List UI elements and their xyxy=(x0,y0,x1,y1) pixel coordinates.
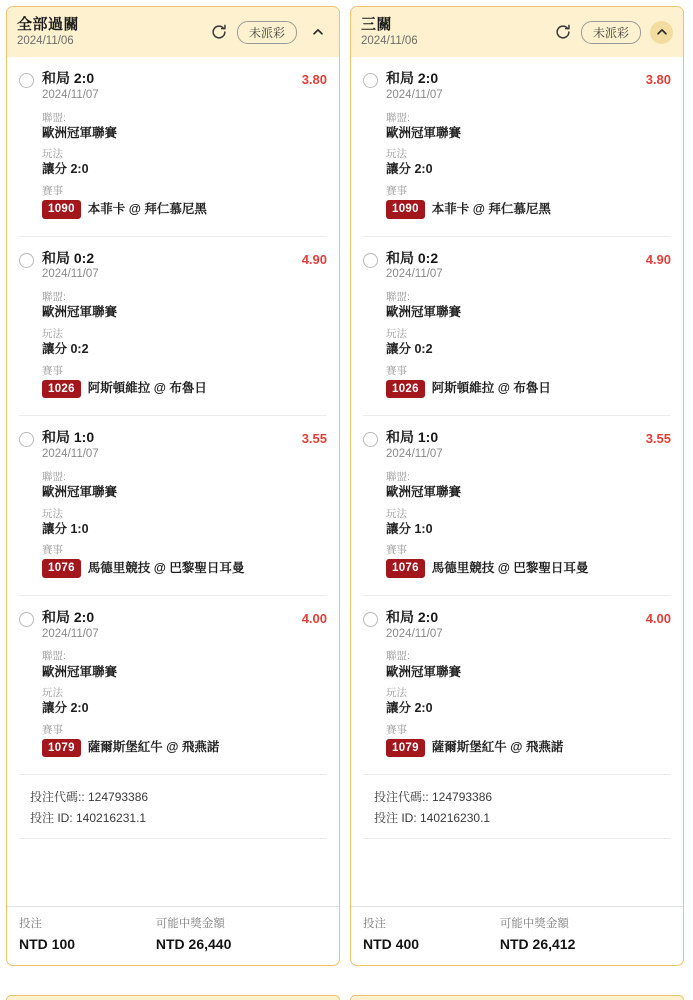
match-row xyxy=(42,544,327,578)
play-value: 讓分 2:0 xyxy=(42,162,89,177)
match-name: 阿斯頓維拉 @ 布魯日 xyxy=(431,381,551,396)
ticket-header-text xyxy=(361,16,418,48)
leg-main xyxy=(386,609,638,642)
league-row xyxy=(386,112,671,142)
match-line xyxy=(42,559,327,577)
play-row xyxy=(42,687,327,717)
play-label: 玩法 xyxy=(42,687,63,700)
play-row xyxy=(42,148,327,178)
leg-details xyxy=(386,650,671,757)
match-line xyxy=(386,739,671,757)
ticket-codes xyxy=(19,775,327,839)
league-value: 歐洲冠軍聯賽 xyxy=(386,664,462,679)
league-value: 歐洲冠軍聯賽 xyxy=(42,125,118,140)
leg-summary xyxy=(363,70,671,103)
play-label: 玩法 xyxy=(42,148,63,161)
match-line xyxy=(386,559,671,577)
ticket-header[interactable] xyxy=(7,7,339,57)
leg-details xyxy=(42,471,327,578)
match-label: 賽事 xyxy=(42,364,63,377)
bet-code: 投注代碼:: 124793386 xyxy=(374,790,493,805)
play-row xyxy=(386,328,671,358)
match-code-badge: 1076 xyxy=(386,559,425,577)
league-value: 歐洲冠軍聯賽 xyxy=(386,125,462,140)
match-row xyxy=(42,365,327,399)
leg-pick: 和局 2:0 xyxy=(386,70,439,86)
leg-summary xyxy=(363,609,671,642)
league-row xyxy=(42,650,327,680)
next-ticket-edge[interactable] xyxy=(6,995,340,1000)
match-line xyxy=(386,380,671,398)
match-row xyxy=(386,544,671,578)
match-row xyxy=(42,724,327,758)
refresh-icon[interactable] xyxy=(554,23,572,41)
match-code-badge: 1090 xyxy=(42,200,81,218)
bet-leg[interactable] xyxy=(363,57,671,237)
leg-odds: 3.55 xyxy=(301,431,327,447)
bet-leg[interactable] xyxy=(19,57,327,237)
payout-value: NTD 26,440 xyxy=(155,935,232,952)
ticket-header-actions xyxy=(554,21,673,44)
leg-pick: 和局 1:0 xyxy=(386,429,439,446)
match-row xyxy=(386,365,671,399)
leg-main xyxy=(386,429,638,462)
play-label: 玩法 xyxy=(386,507,407,520)
leg-odds: 3.55 xyxy=(645,431,671,447)
payout-label: 可能中獎金額 xyxy=(499,917,569,930)
ticket-title: 三關 xyxy=(361,15,393,33)
leg-select-radio[interactable] xyxy=(19,253,34,268)
leg-pick: 和局 2:0 xyxy=(42,608,95,625)
collapse-toggle-icon[interactable] xyxy=(306,21,329,44)
leg-main xyxy=(42,609,294,642)
payout-block xyxy=(500,917,671,953)
play-row xyxy=(42,508,327,538)
match-line xyxy=(42,739,327,757)
leg-odds: 4.00 xyxy=(301,610,327,626)
leg-select-radio[interactable] xyxy=(19,612,34,627)
match-name: 薩爾斯堡紅牛 @ 飛燕諾 xyxy=(87,740,220,755)
play-label: 玩法 xyxy=(386,148,407,161)
league-label: 聯盟: xyxy=(42,291,66,304)
stake-value: NTD 100 xyxy=(19,935,76,952)
leg-main xyxy=(386,250,638,283)
leg-details xyxy=(42,112,327,219)
ticket-header-actions xyxy=(210,21,329,44)
play-row xyxy=(42,328,327,358)
leg-odds: 4.00 xyxy=(645,610,671,626)
bet-leg[interactable] xyxy=(19,596,327,776)
bet-leg[interactable] xyxy=(363,237,671,417)
refresh-icon[interactable] xyxy=(210,23,228,41)
play-row xyxy=(386,687,671,717)
ticket-date: 2024/11/06 xyxy=(17,35,74,48)
match-code-badge: 1076 xyxy=(42,559,81,577)
payout-block xyxy=(156,917,327,953)
match-row xyxy=(386,185,671,219)
ticket-header-text xyxy=(17,16,79,48)
match-code-badge: 1026 xyxy=(42,380,81,398)
league-row xyxy=(386,471,671,501)
leg-odds: 4.90 xyxy=(645,251,671,267)
match-name: 馬德里競技 @ 巴黎聖日耳曼 xyxy=(87,560,245,575)
collapse-toggle-icon[interactable] xyxy=(650,21,673,44)
match-label: 賽事 xyxy=(386,185,407,198)
bet-leg[interactable] xyxy=(19,416,327,596)
payout-value: NTD 26,412 xyxy=(499,935,576,952)
league-value: 歐洲冠軍聯賽 xyxy=(42,484,118,499)
bet-id: 投注 ID: 140216231.1 xyxy=(30,810,147,825)
leg-pick: 和局 2:0 xyxy=(42,70,95,86)
ticket-legs xyxy=(7,57,339,906)
ticket-codes xyxy=(363,775,671,839)
match-name: 本菲卡 @ 拜仁慕尼黑 xyxy=(87,201,207,216)
league-value: 歐洲冠軍聯賽 xyxy=(386,484,462,499)
match-name: 本菲卡 @ 拜仁慕尼黑 xyxy=(431,201,551,216)
match-label: 賽事 xyxy=(386,364,407,377)
stake-block xyxy=(19,917,156,953)
league-label: 聯盟: xyxy=(42,470,66,483)
match-label: 賽事 xyxy=(386,544,407,557)
league-label: 聯盟: xyxy=(386,111,410,124)
match-code-badge: 1079 xyxy=(386,739,425,757)
leg-select-radio[interactable] xyxy=(363,612,378,627)
bet-leg[interactable] xyxy=(363,596,671,776)
league-row xyxy=(42,112,327,142)
leg-select-radio[interactable] xyxy=(19,432,34,447)
match-line xyxy=(42,200,327,218)
bet-ticket[interactable] xyxy=(6,6,340,966)
leg-odds: 4.90 xyxy=(301,251,327,267)
leg-date: 2024/11/07 xyxy=(386,268,443,281)
leg-select-radio[interactable] xyxy=(19,73,34,88)
leg-select-radio[interactable] xyxy=(363,253,378,268)
leg-summary xyxy=(363,250,671,283)
ticket-date: 2024/11/06 xyxy=(361,35,418,48)
leg-pick: 和局 1:0 xyxy=(42,429,95,446)
match-label: 賽事 xyxy=(42,544,63,557)
ticket-title: 全部過關 xyxy=(17,15,80,33)
play-value: 讓分 0:2 xyxy=(386,342,433,357)
leg-main xyxy=(42,70,294,103)
stake-block xyxy=(363,917,500,953)
ticket-legs xyxy=(351,57,683,906)
leg-summary xyxy=(19,250,327,283)
league-value: 歐洲冠軍聯賽 xyxy=(386,305,462,320)
play-value: 讓分 2:0 xyxy=(42,701,89,716)
match-name: 阿斯頓維拉 @ 布魯日 xyxy=(87,381,207,396)
match-name: 馬德里競技 @ 巴黎聖日耳曼 xyxy=(431,560,589,575)
play-value: 讓分 0:2 xyxy=(42,342,89,357)
league-row xyxy=(42,291,327,321)
ticket-footer xyxy=(7,906,339,965)
leg-date: 2024/11/07 xyxy=(42,447,99,460)
bet-code: 投注代碼:: 124793386 xyxy=(30,790,149,805)
bet-id: 投注 ID: 140216230.1 xyxy=(374,810,491,825)
match-row xyxy=(42,185,327,219)
match-label: 賽事 xyxy=(42,723,63,736)
league-row xyxy=(386,650,671,680)
leg-main xyxy=(42,250,294,283)
bet-leg[interactable] xyxy=(19,237,327,417)
match-row xyxy=(386,724,671,758)
bet-leg[interactable] xyxy=(363,416,671,596)
match-label: 賽事 xyxy=(386,723,407,736)
leg-pick: 和局 2:0 xyxy=(386,608,439,625)
leg-pick: 和局 0:2 xyxy=(42,249,95,266)
play-value: 讓分 2:0 xyxy=(386,701,433,716)
leg-date: 2024/11/07 xyxy=(42,88,99,101)
league-label: 聯盟: xyxy=(386,291,410,304)
leg-date: 2024/11/07 xyxy=(386,88,443,101)
status-badge: 未派彩 xyxy=(581,21,641,44)
leg-details xyxy=(386,471,671,578)
match-line xyxy=(386,200,671,218)
leg-date: 2024/11/07 xyxy=(42,627,99,640)
league-label: 聯盟: xyxy=(386,650,410,663)
match-code-badge: 1079 xyxy=(42,739,81,757)
stake-label: 投注 xyxy=(19,917,42,930)
play-value: 讓分 2:0 xyxy=(386,162,433,177)
league-label: 聯盟: xyxy=(386,470,410,483)
play-value: 讓分 1:0 xyxy=(42,521,89,536)
leg-details xyxy=(386,291,671,398)
next-tickets-peek xyxy=(6,995,687,1000)
leg-date: 2024/11/07 xyxy=(42,268,99,281)
play-label: 玩法 xyxy=(42,507,63,520)
play-row xyxy=(386,508,671,538)
status-badge: 未派彩 xyxy=(237,21,297,44)
match-code-badge: 1026 xyxy=(386,380,425,398)
leg-pick: 和局 0:2 xyxy=(386,249,439,266)
leg-main xyxy=(386,70,638,103)
leg-date: 2024/11/07 xyxy=(386,447,443,460)
play-row xyxy=(386,148,671,178)
league-value: 歐洲冠軍聯賽 xyxy=(42,305,118,320)
leg-details xyxy=(42,650,327,757)
bet-ticket[interactable] xyxy=(350,6,684,966)
payout-label: 可能中獎金額 xyxy=(155,917,225,930)
play-label: 玩法 xyxy=(386,687,407,700)
next-ticket-edge[interactable] xyxy=(350,995,684,1000)
leg-date: 2024/11/07 xyxy=(386,627,443,640)
league-label: 聯盟: xyxy=(42,111,66,124)
leg-summary xyxy=(363,429,671,462)
play-label: 玩法 xyxy=(386,327,407,340)
play-label: 玩法 xyxy=(42,327,63,340)
match-label: 賽事 xyxy=(42,185,63,198)
stake-value: NTD 400 xyxy=(363,935,420,952)
match-name: 薩爾斯堡紅牛 @ 飛燕諾 xyxy=(431,740,564,755)
leg-odds: 3.80 xyxy=(301,72,327,87)
league-row xyxy=(42,471,327,501)
leg-select-radio[interactable] xyxy=(363,73,378,88)
leg-details xyxy=(42,291,327,398)
leg-odds: 3.80 xyxy=(645,72,671,87)
stake-label: 投注 xyxy=(363,917,386,930)
league-row xyxy=(386,291,671,321)
league-value: 歐洲冠軍聯賽 xyxy=(42,664,118,679)
leg-summary xyxy=(19,429,327,462)
play-value: 讓分 1:0 xyxy=(386,521,433,536)
leg-main xyxy=(42,429,294,462)
match-line xyxy=(42,380,327,398)
leg-select-radio[interactable] xyxy=(363,432,378,447)
ticket-header[interactable] xyxy=(351,7,683,57)
leg-details xyxy=(386,112,671,219)
match-code-badge: 1090 xyxy=(386,200,425,218)
ticket-footer xyxy=(351,906,683,965)
league-label: 聯盟: xyxy=(42,650,66,663)
leg-summary xyxy=(19,609,327,642)
leg-summary xyxy=(19,70,327,103)
